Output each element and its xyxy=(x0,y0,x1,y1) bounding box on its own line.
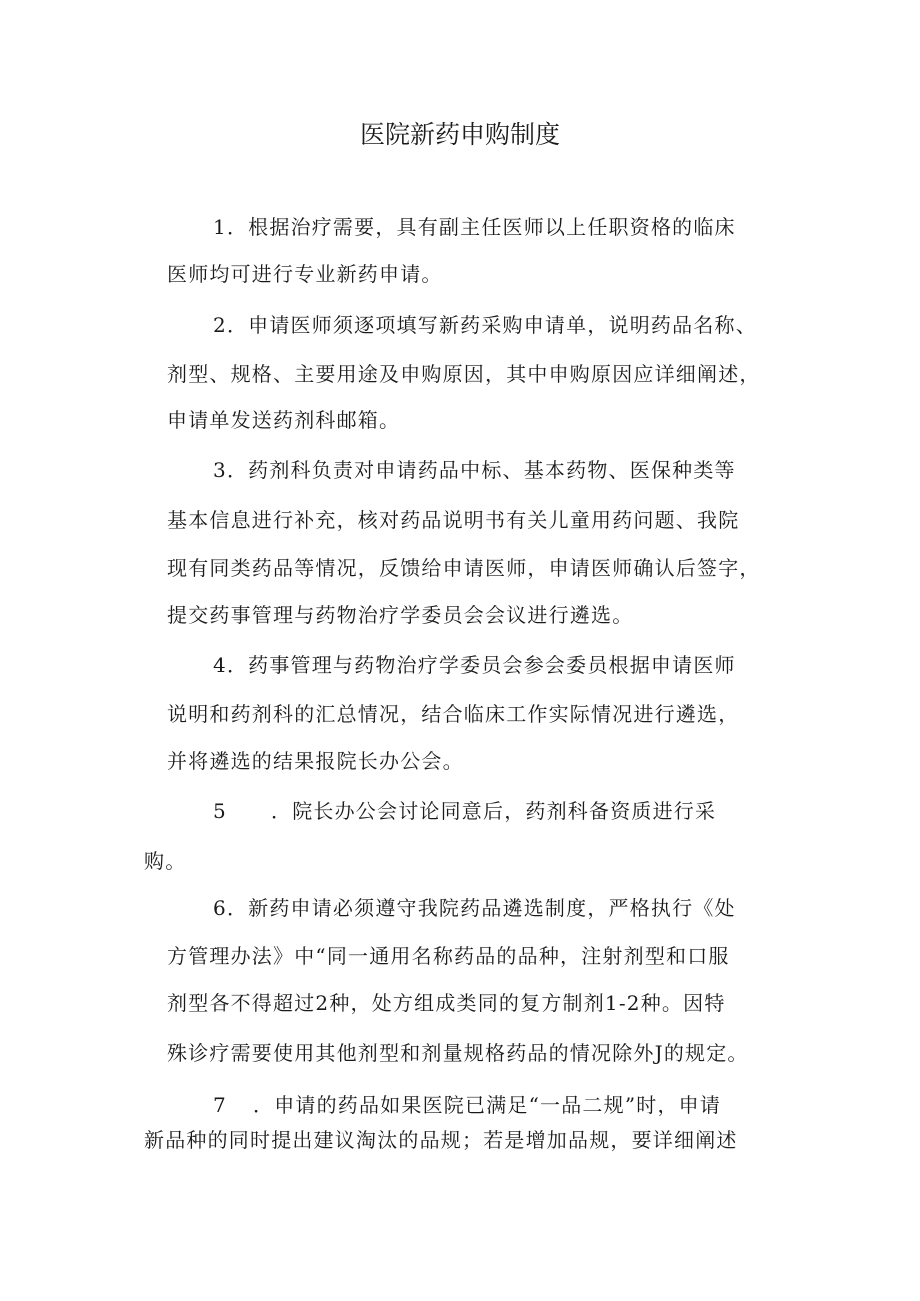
paragraph-1-line-2: 医师均可进行专业新药申请。 xyxy=(167,262,443,286)
paragraph-3-text: ．药剂科负责对申请药品中标、基本药物、医保种类等 xyxy=(226,458,736,482)
paragraph-5-number: 5 xyxy=(213,799,227,823)
paragraph-6-line-4: 殊诊疗需要使用其他剂型和剂量规格药品的情况除外J的规定。 xyxy=(167,1041,749,1065)
paragraph-2-text: ．申请医师须逐项填写新药采购申请单，说明药品名称、 xyxy=(226,313,757,337)
paragraph-5-line-1 xyxy=(213,796,716,826)
paragraph-3-line-3: 现有同类药品等情况，反馈给申请医师，申请医师确认后签字， xyxy=(167,556,761,580)
paragraph-2-line-2: 剂型、规格、主要用途及申购原因，其中申购原因应详细阐述， xyxy=(167,362,761,386)
paragraph-6-line-1 xyxy=(213,893,736,923)
paragraph-6-text: ．新药申请必须遵守我院药品遴选制度，严格执行《处 xyxy=(226,896,736,920)
paragraph-3-line-1 xyxy=(213,455,736,485)
paragraph-3-line-4: 提交药事管理与药物治疗学委员会会议进行遴选。 xyxy=(167,603,634,627)
paragraph-4-line-3: 并将遴选的结果报院长办公会。 xyxy=(167,749,464,773)
paragraph-2-line-1 xyxy=(213,310,757,340)
paragraph-3-line-2: 基本信息进行补充，核对药品说明书有关儿童用药问题、我院 xyxy=(167,508,740,532)
paragraph-7-line-2: 新品种的同时提出建议淘汰的品规；若是增加品规，要详细阐述 xyxy=(144,1128,738,1152)
document-title: 医院新药申购制度 xyxy=(359,120,560,149)
paragraph-1-line-1 xyxy=(213,212,736,242)
paragraph-3-number: 3 xyxy=(213,458,227,482)
paragraph-2-number: 2 xyxy=(213,313,227,337)
paragraph-6-line-2: 方管理办法》中“同一通用名称药品的品种，注射剂型和口服 xyxy=(167,944,730,968)
paragraph-4-line-2: 说明和药剂科的汇总情况，结合临床工作实际情况进行遴选， xyxy=(167,702,740,726)
paragraph-5-line-2: 购。 xyxy=(144,849,187,873)
paragraph-4-number: 4 xyxy=(213,653,227,677)
paragraph-7-number: 7 xyxy=(213,1093,227,1117)
paragraph-6-line-3: 剂型各不得超过2种，处方组成类同的复方制剂1-2种。因特 xyxy=(167,991,726,1015)
paragraph-7-text: ．申请的药品如果医院已满足“一品二规”时，申请 xyxy=(253,1093,722,1117)
paragraph-1-number: 1 xyxy=(213,215,227,239)
paragraph-7-line-1 xyxy=(213,1090,721,1120)
paragraph-6-number: 6 xyxy=(213,896,227,920)
paragraph-4-line-1 xyxy=(213,650,736,680)
paragraph-1-text: ．根据治疗需要，具有副主任医师以上任职资格的临床 xyxy=(226,215,736,239)
paragraph-2-line-3: 申请单发送药剂科邮箱。 xyxy=(167,408,401,432)
paragraph-5-text: ．院长办公会讨论同意后，药剂科备资质进行采 xyxy=(271,799,717,823)
paragraph-4-text: ．药事管理与药物治疗学委员会参会委员根据申请医师 xyxy=(226,653,736,677)
